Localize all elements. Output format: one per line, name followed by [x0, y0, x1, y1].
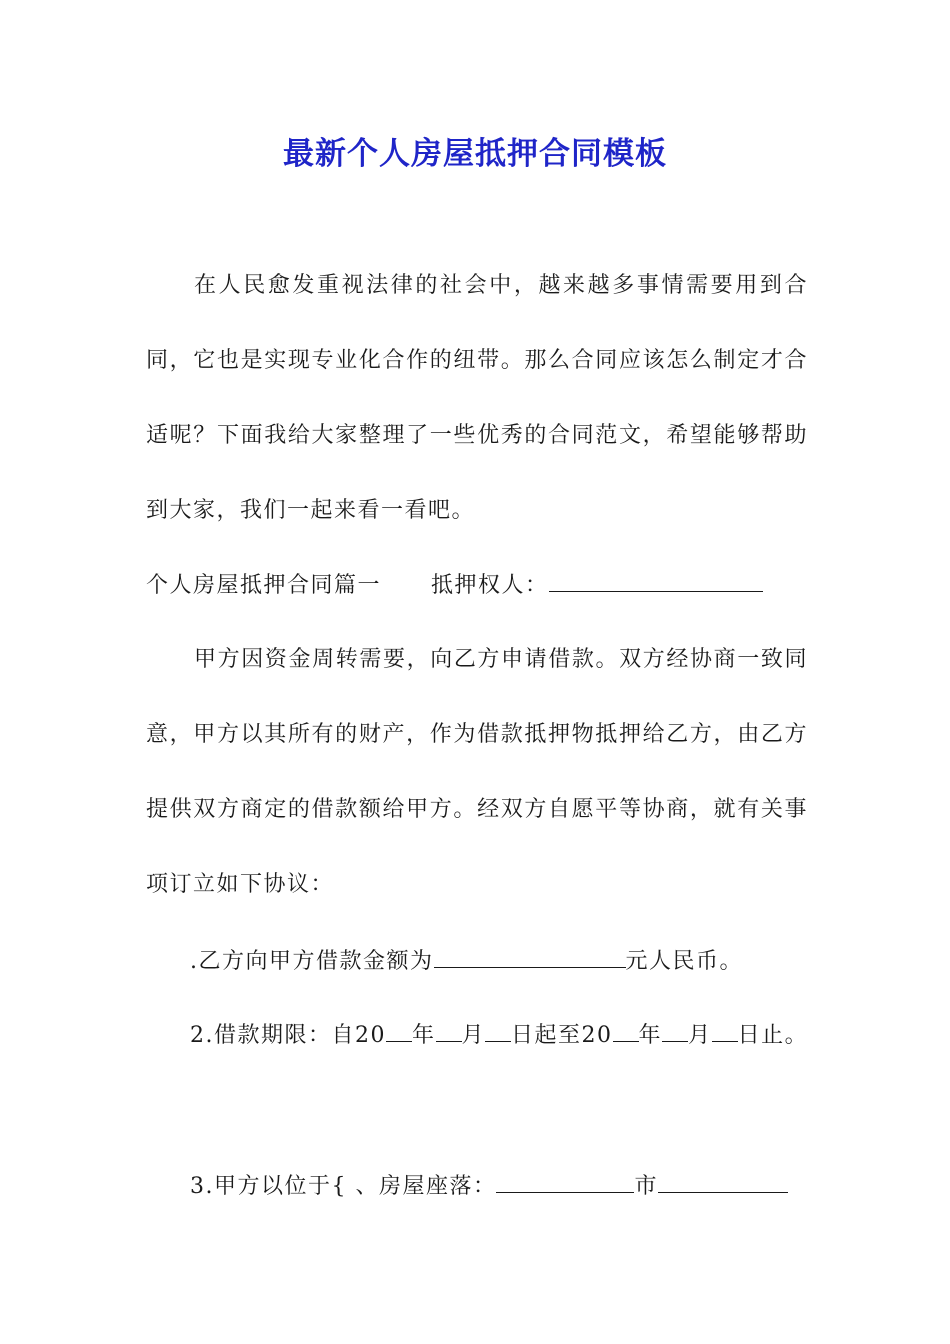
property-location-blank [496, 1170, 634, 1193]
loan-amount-blank [434, 945, 626, 968]
section-heading: 个人房屋抵押合同篇一 [146, 573, 382, 598]
day-from-label: 日起至 [511, 1023, 582, 1048]
city-label: 市 [634, 1174, 658, 1199]
city-blank [658, 1170, 788, 1193]
month-label-2: 月 [688, 1023, 712, 1048]
mortgagee-blank [549, 569, 763, 592]
mortgagee-label: 抵押权人： [431, 573, 549, 598]
end-month-blank [662, 1019, 688, 1042]
clause-1-unit: 元人民币。 [625, 949, 744, 974]
end-year-blank [613, 1019, 639, 1042]
start-year-blank [386, 1019, 412, 1042]
clause-1 [190, 944, 743, 975]
start-day-blank [485, 1019, 511, 1042]
intro-paragraph: 在人民愈发重视法律的社会中，越来越多事情需要用到合同，它也是实现专业化合作的纽带。那么合同应该怎么制定才合适呢？下面我给大家整理了一些优秀的合同范文，希望能够帮助到大家，我们一起来看一看吧。 [146, 273, 808, 523]
start-year-prefix: 20 [355, 1023, 386, 1048]
end-day-blank [712, 1019, 738, 1042]
year-label-2: 年 [638, 1023, 663, 1048]
start-month-blank [436, 1019, 462, 1042]
section-heading-line [146, 568, 763, 599]
year-label: 年 [412, 1023, 436, 1048]
agreement-paragraph: 甲方因资金周转需要，向乙方申请借款。双方经协商一致同意，甲方以其所有的财产，作为借款抵押物抵押给乙方，由乙方提供双方商定的借款额给甲方。经双方自愿平等协商，就有关事项订立如下协议： [146, 647, 808, 897]
clause-2-text: 2.借款期限：自 [190, 1023, 355, 1048]
document-title: 最新个人房屋抵押合同模板 [283, 136, 667, 172]
end-year-prefix: 20 [581, 1023, 613, 1048]
clause-3-text: 3.甲方以位于{ 、房屋座落： [190, 1174, 497, 1199]
clause-2 [190, 1018, 808, 1049]
month-label: 月 [461, 1023, 486, 1048]
clause-3 [190, 1169, 788, 1200]
clause-1-text: .乙方向甲方借款金额为 [190, 949, 434, 974]
day-to-label: 日止。 [737, 1023, 809, 1048]
